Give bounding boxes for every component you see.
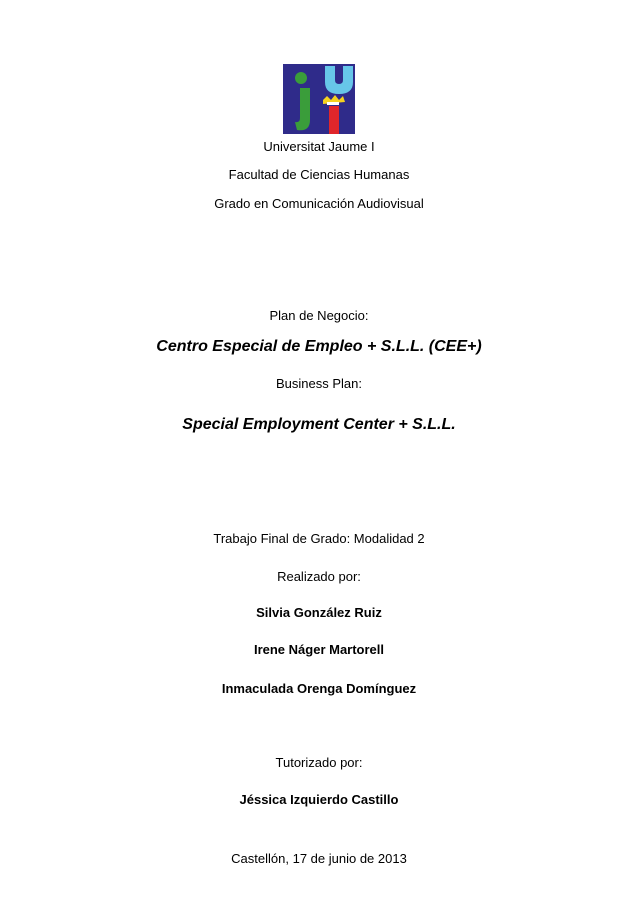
logo-white-accent — [327, 102, 339, 105]
author-name: Irene Náger Martorell — [253, 642, 385, 657]
plan-label-es: Plan de Negocio: — [269, 308, 369, 323]
university-name: Universitat Jaume I — [263, 139, 375, 154]
plan-title-es: Centro Especial de Empleo + S.L.L. (CEE+) — [156, 338, 482, 355]
authors-label: Realizado por: — [277, 569, 361, 584]
logo-red-i — [329, 106, 339, 134]
university-logo — [283, 64, 355, 134]
logo-green-dot — [295, 72, 307, 84]
faculty-name: Facultad de Ciencias Humanas — [228, 167, 410, 182]
plan-label-en: Business Plan: — [276, 376, 362, 391]
degree-name: Grado en Comunicación Audiovisual — [214, 196, 424, 211]
place-date: Castellón, 17 de junio de 2013 — [231, 851, 407, 866]
plan-title-en: Special Employment Center + S.L.L. — [182, 416, 456, 433]
author-name: Inmaculada Orenga Domínguez — [221, 681, 417, 696]
author-name: Silvia González Ruiz — [256, 605, 382, 620]
tutor-label: Tutorizado por: — [275, 755, 363, 770]
work-type: Trabajo Final de Grado: Modalidad 2 — [213, 531, 425, 546]
tutor-name: Jéssica Izquierdo Castillo — [239, 792, 399, 807]
